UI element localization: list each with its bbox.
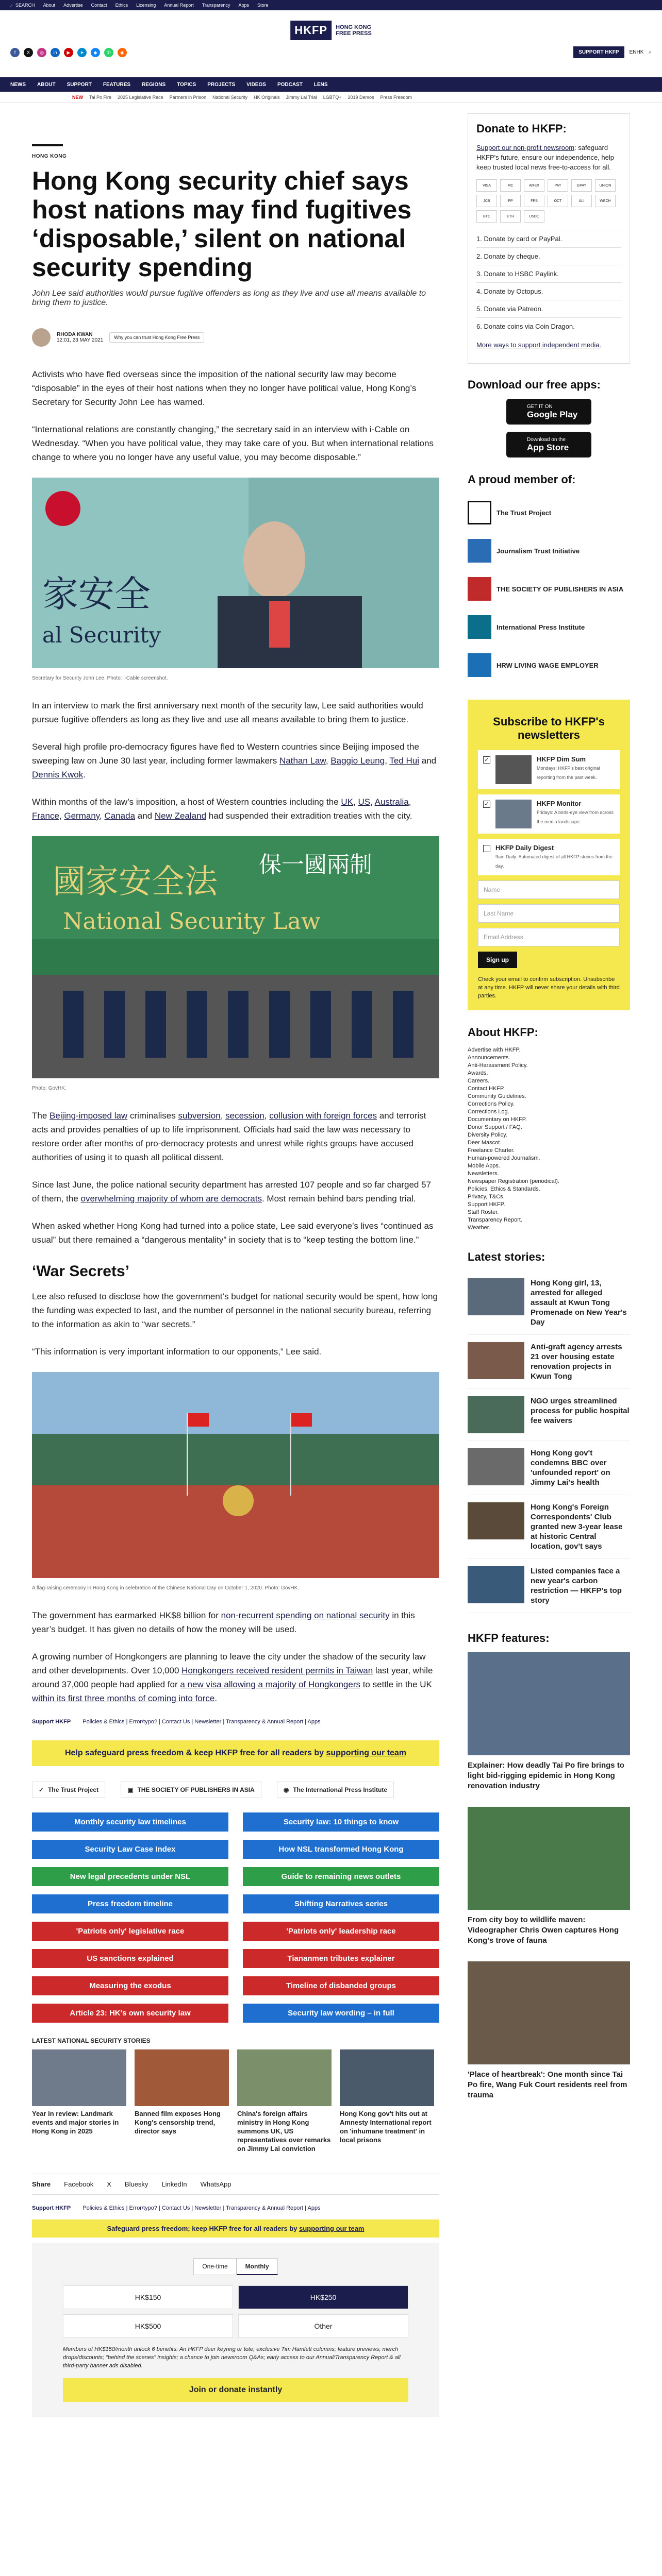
about-link[interactable]: Deer Mascot. <box>468 1140 502 1146</box>
support-promo: Help safeguard press freedom & keep HKFP free for all readers by supporting our team <box>32 1740 439 1766</box>
about-link[interactable]: Donor Support / FAQ. <box>468 1124 522 1130</box>
nav-item[interactable]: FEATURES <box>103 81 131 88</box>
trust-project-logo[interactable]: ✓ The Trust Project <box>32 1782 105 1798</box>
share-whatsapp[interactable]: WhatsApp <box>200 2180 231 2188</box>
story-card[interactable]: Year in review: Landmark events and major stories in Hong Kong in 2025 <box>32 2049 126 2153</box>
latest-nsl-cards <box>32 2049 439 2153</box>
payment-icon[interactable]: ALI <box>571 195 592 207</box>
topbar-link[interactable]: Advertise <box>63 3 83 8</box>
latest-story[interactable]: Hong Kong girl, 13, arrested for alleged assault at Kwun Tong Promenade on New Year's Day <box>468 1271 630 1335</box>
support-button[interactable]: SUPPORT HKFP <box>573 46 624 58</box>
nav-item[interactable]: LENS <box>313 81 328 88</box>
payment-icon[interactable]: UNION <box>595 179 616 192</box>
story-card[interactable]: Banned film exposes Hong Kong's censorship trend, director says <box>135 2049 229 2153</box>
instagram-icon[interactable]: ◎ <box>37 48 46 57</box>
sidebar: Donate to HKFP: Support our non-profit newsroom: safeguard HKFP's future, ensure our independence, help keep trusted local news free-to-access for all. VISA MC AMEX PAY GPAY UNION JCB PP FPS OCT ALI WECH BTC ETH USDC 1. Donate by card or PayPal. 2. Donate by cheque. 3. Donate to HSBC Paylink. 4. Donate by Octopus. 5. Donate via Patreon. 6. Donate coins via Coin Dragon. More ways to support independent media. Download our free apps: GET IT ON Google Play Download on the App Store A proud member of: The Trust Project Journalism Trust Initiative THE SOCIETY OF PUBLISHERS IN ASIA International Press Institute HRW LIVING WAGE EMPLOYER Subscribe to HKFP's newsletters ✓ HKFP Dim Sum Mondays: HKFP's best original reporting from the past week. ✓ HKFP Monitor Fridays: A birds-eye view from across the media landscape. HKFP Daily Digest 9am Daily: Automated digest of all HKFP stories from the day. Name Last Name Email Address Sign up Check your email to confirm subscription. Unsubscribe at any time. HKFP will never share your details with third parties. About HKFP: Advertise with HKFP. Announcements. Anti-Harassment Policy. Awards. Careers. Contact HKFP. Community Guidelines. Corrections Policy. Corrections Log. Documentary on HKFP. Donor Support / FAQ. Diversity Policy. Deer Mascot. Freelance Charter. Human-powered Journalism. Mobile Apps. Newsletters. Newspaper Registration (periodical). Policies, Ethics & Standards. Privacy, T&Cs. Support HKFP. Staff Roster. Transparency Report. Weather. Latest stories: Hong Kong girl, 13, arrested for alleged assault at Kwun Tong Promenade on New Year's Day Anti-graft agency arrests 21 over housing estate renovation projects in Kwun Tong NGO urges streamlined process for public hospital fee waivers Hong Kong gov't condemns BBC over 'unfounded report' on Jimmy Lai's health Hong Kong's Foreign Correspondents' Club granted new 3-year lease at historic Central location, gov't says Listed companies face a new year's carbon restriction — HKFP's top story HKFP features: Explainer: How deadly Tai Po fire brings to light bid-rigging epidemic in Hong Kong renovation industry From city boy to wildlife maven: Videographer Chris Owen captures Hong Kong's trove of fauna 'Place of heartbreak': One month since Tai Po fire, Wang Fuk Court residents reel from trauma <box>468 103 630 2116</box>
payment-icon[interactable]: JCB <box>476 195 497 207</box>
about-link[interactable]: Support HKFP. <box>468 1201 505 1208</box>
nav-item[interactable]: REGIONS <box>142 81 166 88</box>
figure-lee: 家安全 al Security Secretary for Security John Lee. Photo: i-Cable screenshot. <box>32 478 439 685</box>
article-title: Hong Kong security chief says host nations may find fugitives ‘disposable,’ silent on national security spending <box>32 166 412 282</box>
topic-ticker: NEW Tai Po Fire 2025 Legislative Race Partners in Prison National Security HK Originals Jimmy Lai Trial LGBTQ+ 2019 Demos Press Freedom <box>0 92 662 103</box>
story-thumbnail <box>468 1278 524 1315</box>
story-thumbnail <box>468 1566 524 1603</box>
about-link[interactable]: Privacy, T&Cs. <box>468 1194 505 1200</box>
amount-option[interactable]: HK$150 <box>63 2285 233 2309</box>
ticker-item[interactable]: Jimmy Lai Trial <box>286 94 317 100</box>
donate-method[interactable]: 3. Donate to HSBC Paylink. <box>476 265 621 282</box>
payment-icon[interactable]: PP <box>500 195 521 207</box>
amount-option[interactable]: Other <box>238 2314 408 2338</box>
nav-item[interactable]: NEWS <box>10 81 26 88</box>
feature-item[interactable]: 'Place of heartbreak': One month since Tai Po fire, Wang Fuk Court residents reel from trauma <box>468 1961 630 2100</box>
latest-nsl-heading: LATEST NATIONAL SECURITY STORIES <box>32 2037 151 2044</box>
facebook-icon[interactable]: f <box>10 48 20 57</box>
author-name[interactable]: RHODA KWAN <box>57 332 93 337</box>
figure-nsl-banner: 國家安全法 National Security Law 保一國兩制 Photo: GovHK. <box>32 836 439 1095</box>
feature-item[interactable]: Explainer: How deadly Tai Po fire brings to light bid-rigging epidemic in Hong Kong renovation industry <box>468 1652 630 1791</box>
timeline-link[interactable]: Guide to remaining news outlets <box>243 1867 439 1886</box>
donate-method[interactable]: 5. Donate via Patreon. <box>476 300 621 317</box>
about-link[interactable]: Announcements. <box>468 1055 510 1061</box>
about-link[interactable]: Newspaper Registration (periodical). <box>468 1178 559 1184</box>
trust-badge[interactable]: Why you can trust Hong Kong Free Press <box>109 332 204 343</box>
ticker-item[interactable]: 2019 Demos <box>347 94 374 100</box>
share-linkedin[interactable]: LinkedIn <box>161 2180 187 2188</box>
topbar-link[interactable]: About <box>43 3 56 8</box>
youtube-icon[interactable]: ▶ <box>64 48 73 57</box>
about-list <box>468 1046 630 1232</box>
topbar-link[interactable]: Store <box>257 3 269 8</box>
tab-one-time[interactable]: One-time <box>193 2258 236 2275</box>
nav-item[interactable]: PODCAST <box>277 81 303 88</box>
feature-item[interactable]: From city boy to wildlife maven: Videographer Chris Owen captures Hong Kong's trove of fauna <box>468 1807 630 1946</box>
member-sopa[interactable]: THE SOCIETY OF PUBLISHERS IN ASIA <box>468 570 630 608</box>
logo-mark: HKFP <box>290 21 332 40</box>
title-rule <box>32 144 63 146</box>
article-category[interactable]: HONG KONG <box>32 154 67 159</box>
about-link[interactable]: Mobile Apps. <box>468 1163 500 1169</box>
about-link[interactable]: Advertise with HKFP. <box>468 1047 521 1053</box>
site-logo[interactable]: HKFP HONG KONG FREE PRESS <box>290 21 372 40</box>
topbar-link[interactable]: Licensing <box>136 3 156 8</box>
topbar-link[interactable]: Annual Report <box>164 3 194 8</box>
ticker-item[interactable]: LGBTQ+ <box>323 94 342 100</box>
newsletter-option[interactable]: ✓ HKFP Monitor Fridays: A birds-eye view from across the media landscape. <box>478 794 620 834</box>
app-store-button[interactable]: Download on the App Store <box>506 432 591 457</box>
photo-nsl-ceremony <box>32 836 439 1078</box>
search-icon[interactable]: ⌕ <box>649 49 652 55</box>
about-link[interactable]: Documentary on HKFP. <box>468 1116 527 1123</box>
about-link[interactable]: Contact HKFP. <box>468 1086 505 1092</box>
story-thumbnail <box>468 1448 524 1485</box>
latest-story[interactable]: Anti-graft agency arrests 21 over housing estate renovation projects in Kwun Tong <box>468 1335 630 1389</box>
last-name-field[interactable]: Last Name <box>478 904 620 923</box>
about-link[interactable]: Policies, Ethics & Standards. <box>468 1186 540 1192</box>
timeline-link[interactable]: Press freedom timeline <box>32 1894 228 1913</box>
story-card[interactable]: Hong Kong gov't hits out at Amnesty International report on 'inhumane treatment' in local prisons <box>340 2049 434 2153</box>
timeline-link[interactable]: Timeline of disbanded groups <box>243 1976 439 1995</box>
trust-logos <box>32 1782 439 1798</box>
payment-icon[interactable]: ETH <box>500 210 521 223</box>
payment-icon[interactable]: WECH <box>595 195 616 207</box>
about-link[interactable]: Corrections Policy. <box>468 1101 515 1107</box>
timeline-link[interactable]: How NSL transformed Hong Kong <box>243 1840 439 1859</box>
ipi-logo[interactable]: ◉ The International Press Institute <box>277 1782 394 1798</box>
donate-method[interactable]: 1. Donate by card or PayPal. <box>476 230 621 247</box>
donate-method[interactable]: 4. Donate by Octopus. <box>476 282 621 300</box>
nav-item[interactable]: TOPICS <box>177 81 196 88</box>
telegram-icon[interactable]: ➤ <box>77 48 87 57</box>
signup-button[interactable]: Sign up <box>478 952 517 968</box>
newsletter-option[interactable]: HKFP Daily Digest 9am Daily: Automated digest of all HKFP stories from the day. <box>478 839 620 875</box>
timeline-link[interactable]: Tiananmen tributes explainer <box>243 1949 439 1968</box>
payment-icon[interactable]: GPAY <box>571 179 592 192</box>
top-utility-bar <box>0 0 662 10</box>
topbar-link[interactable]: Transparency <box>202 3 230 8</box>
section-heading: ‘War Secrets’ <box>32 1263 129 1280</box>
timeline-link[interactable]: Security Law Case Index <box>32 1840 228 1859</box>
svg-text:家安全: 家安全 <box>42 573 151 615</box>
payment-icon[interactable]: BTC <box>476 210 497 223</box>
ticker-item[interactable]: National Security <box>212 94 248 100</box>
latest-story[interactable]: Hong Kong gov't condemns BBC over 'unfounded report' on Jimmy Lai's health <box>468 1441 630 1495</box>
payment-icon[interactable]: AMEX <box>524 179 544 192</box>
timeline-link[interactable]: Security law wording – in full <box>243 2004 439 2023</box>
story-thumbnail <box>468 1396 524 1433</box>
google-play-button[interactable]: GET IT ON Google Play <box>506 399 591 425</box>
payment-icon[interactable]: PAY <box>548 179 568 192</box>
about-link[interactable]: Awards. <box>468 1070 488 1076</box>
member-ipi[interactable]: International Press Institute <box>468 608 630 646</box>
nav-item[interactable]: VIDEOS <box>246 81 266 88</box>
amount-option[interactable]: HK$250 <box>238 2285 408 2309</box>
about-link[interactable]: Newsletters. <box>468 1171 499 1177</box>
nav-item[interactable]: SUPPORT <box>67 81 92 88</box>
ticker-item[interactable]: Press Freedom <box>380 94 412 100</box>
share-facebook[interactable]: Facebook <box>64 2180 94 2188</box>
donate-method[interactable]: 6. Donate coins via Coin Dragon. <box>476 317 621 335</box>
timeline-link[interactable]: US sanctions explained <box>32 1949 228 1968</box>
join-button[interactable]: Join or donate instantly <box>63 2378 408 2402</box>
support-promo-2: Safeguard press freedom; keep HKFP free for all readers by supporting our team <box>32 2219 439 2238</box>
story-card[interactable]: China's foreign affairs ministry in Hong Kong summons UK, US representatives over remarks on Jimmy Lai conviction <box>237 2049 332 2153</box>
name-field[interactable]: Name <box>478 880 620 899</box>
rss-icon[interactable]: ◉ <box>118 48 127 57</box>
footer-links-2: Support HKFP Policies & Ethics | Error/typo? | Contact Us | Newsletter | Transparency & Annual Report | Apps <box>32 2205 321 2211</box>
story-thumbnail <box>468 1502 524 1539</box>
email-field[interactable]: Email Address <box>478 928 620 946</box>
timeline-link[interactable]: Security law: 10 things to know <box>243 1812 439 1832</box>
ticker-item[interactable]: HK Originals <box>254 94 280 100</box>
whatsapp-icon[interactable]: ✆ <box>104 48 113 57</box>
donation-widget: One-time Monthly HK$150 HK$250 HK$500 Other Members of HK$150/month unlock 6 benefits: An HKFP deer keyring or tote; exclusive Tim Hamlett columns; feature previews; merch drops/discounts; "behind the scenes" insights; a chance to join newsroom Q&As; early access to our Annual/Transparency Report & all third-party banner ads disabled. Join or donate instantly <box>32 2243 439 2417</box>
publish-date: 12:01, 23 MAY 2021 <box>57 337 104 343</box>
sopa-logo[interactable]: ▣ THE SOCIETY OF PUBLISHERS IN ASIA <box>121 1782 261 1798</box>
article-lede: John Lee said authorities would pursue fugitive offenders as long as they live and use all means available to bring them to justice. <box>32 289 426 307</box>
tab-monthly[interactable]: Monthly <box>237 2258 278 2275</box>
newsletter-box: Subscribe to HKFP's newsletters ✓ HKFP Dim Sum Mondays: HKFP's best original reporting from the past week. ✓ HKFP Monitor Fridays: A birds-eye view from across the media landscape. HKFP Daily Digest 9am Daily: Automated digest of all HKFP stories from the day. Name Last Name Email Address Sign up Check your email to confirm subscription. Unsubscribe at any time. HKFP will never share your details with third parties. <box>468 700 630 1010</box>
member-jti[interactable]: Journalism Trust Initiative <box>468 532 630 570</box>
payment-icon[interactable]: OCT <box>548 195 568 207</box>
article-column <box>32 103 439 2417</box>
svg-text:保一國兩制: 保一國兩制 <box>259 852 372 878</box>
about-link[interactable]: Anti-Harassment Policy. <box>468 1062 528 1069</box>
topbar-link[interactable]: Apps <box>238 3 249 8</box>
linkedin-icon[interactable]: in <box>51 48 60 57</box>
timeline-link[interactable]: Article 23: HK's own security law <box>32 2004 228 2023</box>
timeline-link[interactable]: 'Patriots only' legislative race <box>32 1922 228 1941</box>
about-link[interactable]: Careers. <box>468 1078 490 1084</box>
latest-story[interactable]: Listed companies face a new year's carbon restriction — HKFP's top story <box>468 1559 630 1613</box>
timeline-link[interactable]: Shifting Narratives series <box>243 1894 439 1913</box>
photo-flag-raising <box>32 1372 439 1578</box>
timeline-link[interactable]: Monthly security law timelines <box>32 1812 228 1832</box>
svg-text:al Security: al Security <box>42 622 161 648</box>
main-nav <box>0 77 662 92</box>
payment-icon[interactable]: MC <box>500 179 521 192</box>
timeline-link[interactable]: New legal precedents under NSL <box>32 1867 228 1886</box>
svg-text:National Security Law: National Security Law <box>63 908 321 935</box>
bluesky-icon[interactable]: ◆ <box>91 48 100 57</box>
donate-box: Donate to HKFP: Support our non-profit newsroom: safeguard HKFP's future, ensure our independence, help keep trusted local news free-to-access for all. VISA MC AMEX PAY GPAY UNION JCB PP FPS OCT ALI WECH BTC ETH USDC 1. Donate by card or PayPal. 2. Donate by cheque. 3. Donate to HSBC Paylink. 4. Donate by Octopus. 5. Donate via Patreon. 6. Donate coins via Coin Dragon. More ways to support independent media. <box>468 113 630 364</box>
nav-item[interactable]: PROJECTS <box>207 81 236 88</box>
latest-story[interactable]: Hong Kong's Foreign Correspondents' Club granted new 3-year lease at historic Central location, gov't says <box>468 1495 630 1559</box>
payment-icon[interactable]: VISA <box>476 179 497 192</box>
about-link[interactable]: Freelance Charter. <box>468 1147 515 1154</box>
ticker-item[interactable]: 2025 Legislative Race <box>118 94 163 100</box>
topbar-search[interactable]: ⌕ SEARCH <box>10 2 35 8</box>
latest-story[interactable]: NGO urges streamlined process for public hospital fee waivers <box>468 1389 630 1441</box>
byline <box>32 328 439 347</box>
timeline-link[interactable]: Measuring the exodus <box>32 1976 228 1995</box>
member-living-wage[interactable]: HRW LIVING WAGE EMPLOYER <box>468 646 630 684</box>
share-bluesky[interactable]: Bluesky <box>124 2180 148 2188</box>
about-link[interactable]: Community Guidelines. <box>468 1093 526 1099</box>
about-link[interactable]: Weather. <box>468 1225 490 1231</box>
amount-option[interactable]: HK$500 <box>63 2314 233 2338</box>
about-link[interactable]: Diversity Policy. <box>468 1132 507 1138</box>
ticker-item[interactable]: Partners in Prison <box>169 94 207 100</box>
story-thumbnail <box>468 1342 524 1379</box>
figure-flag-raising: A flag-raising ceremony in Hong Kong in celebration of the Chinese National Day on October 1, 2020. Photo: GovHK. <box>32 1372 439 1595</box>
payment-icon[interactable]: FPS <box>524 195 544 207</box>
payment-icon[interactable]: USDC <box>524 210 544 223</box>
timeline-links <box>32 1812 439 2023</box>
newsletter-option[interactable]: ✓ HKFP Dim Sum Mondays: HKFP's best original reporting from the past week. <box>478 750 620 789</box>
timeline-link[interactable]: 'Patriots only' leadership race <box>243 1922 439 1941</box>
article-body: Activists who have fled overseas since the imposition of the national security law may become “disposable” in the eyes of their host nations when they no longer have political value, Hong Kong’s Secretary for Security John Lee has warned. “International relations are constantly changing,” the secretary said in an interview with i-Cable on Wednesday. “When you have political value, they may take care of you. But when international relations change to where you no longer have any useful value, you may become disposable.” 家安全 al Security Secretary for Security John Lee. Photo: i-Cable screenshot. In an interview to mark the first anniversary next month of the security law, Lee said authorities would pursue fugitive offenders as long as they live and use all means available to bring them to justice. Several high profile pro-democracy figures have fled to Western countries since Beijing imposed the sweeping law on June 30 last year, including former lawmakers Nathan Law, Baggio Leung, Ted Hui and Dennis Kwok. Within months of the law’s imposition, a host of Western countries including the UK, US, Australia, France, Germany, Canada and New Zealand had suspended their extradition treaties with the city. 國家安全法 National Security Law 保一國兩制 Photo: GovHK. The Beijing-imposed law criminalises subversion, secession, collusion with foreign forces and terrorist acts and provides penalties of up to life imprisonment. Officials had said the law was necessary to restore order after months of pro-democracy protests and unrest while rights groups have accused authorities of using it to quash all political dissent. Since last June, the police national security department has arrested 107 people and so far charged 57 of them, the overwhelming majority of whom are democrats. Most remain behind bars pending trial. When asked whether Hong Kong had turned into a police state, Lee said everyone’s lives “continued as usual” but there remained a “dangerous mentality” in society that is to “keep testing the bottom line.” ‘War Secrets’ Lee also refused to disclose how the government’s budget for national security would be spent, how long the funding was expected to last, and the number of personnel in the national security bureau, referring to the information as akin to “war secrets.” “This information is very important information to our opponents,” Lee said. A flag-raising ceremony in Hong Kong in celebration of the Chinese National Day on October 1, 2020. Photo: GovHK. The government has earmarked HK$8 billion for non-recurrent spending on national security in this year’s budget. It has given no details of how the money will be used. A growing number of Hongkongers are planning to leave the city under the shadow of the security law and other developments. Over 10,000 Hongkongers received resident permits in Taiwan last year, while around 37,000 people had applied for a new visa allowing a majority of Hongkongers to settle in the UK within its first three months of coming into force. <box>32 367 439 1705</box>
footer-links: Support HKFP Policies & Ethics | Error/typo? | Contact Us | Newsletter | Transparency & Annual Report | Apps <box>32 1719 321 1725</box>
site-header <box>0 10 662 77</box>
about-link[interactable]: Human-powered Journalism. <box>468 1155 540 1161</box>
about-link[interactable]: Transparency Report. <box>468 1217 522 1223</box>
topbar-link[interactable]: Ethics <box>115 3 128 8</box>
donate-method[interactable]: 2. Donate by cheque. <box>476 247 621 265</box>
share-x[interactable]: X <box>107 2180 111 2188</box>
about-link[interactable]: Staff Roster. <box>468 1209 499 1215</box>
nav-item[interactable]: ABOUT <box>37 81 56 88</box>
payment-icons <box>476 179 621 223</box>
social-icons <box>10 48 127 57</box>
share-bar: Share Facebook X Bluesky LinkedIn WhatsApp <box>32 2174 439 2195</box>
language-switch[interactable]: ENHK <box>629 49 644 55</box>
topbar-link[interactable]: Contact <box>91 3 107 8</box>
author-avatar <box>32 328 51 347</box>
svg-text:國家安全法: 國家安全法 <box>53 863 218 901</box>
ticker-item[interactable]: Tai Po Fire <box>89 94 112 100</box>
about-link[interactable]: Corrections Log. <box>468 1109 509 1115</box>
photo-john-lee <box>32 478 439 668</box>
x-icon[interactable]: X <box>24 48 33 57</box>
member-trust-project[interactable]: The Trust Project <box>468 494 630 532</box>
